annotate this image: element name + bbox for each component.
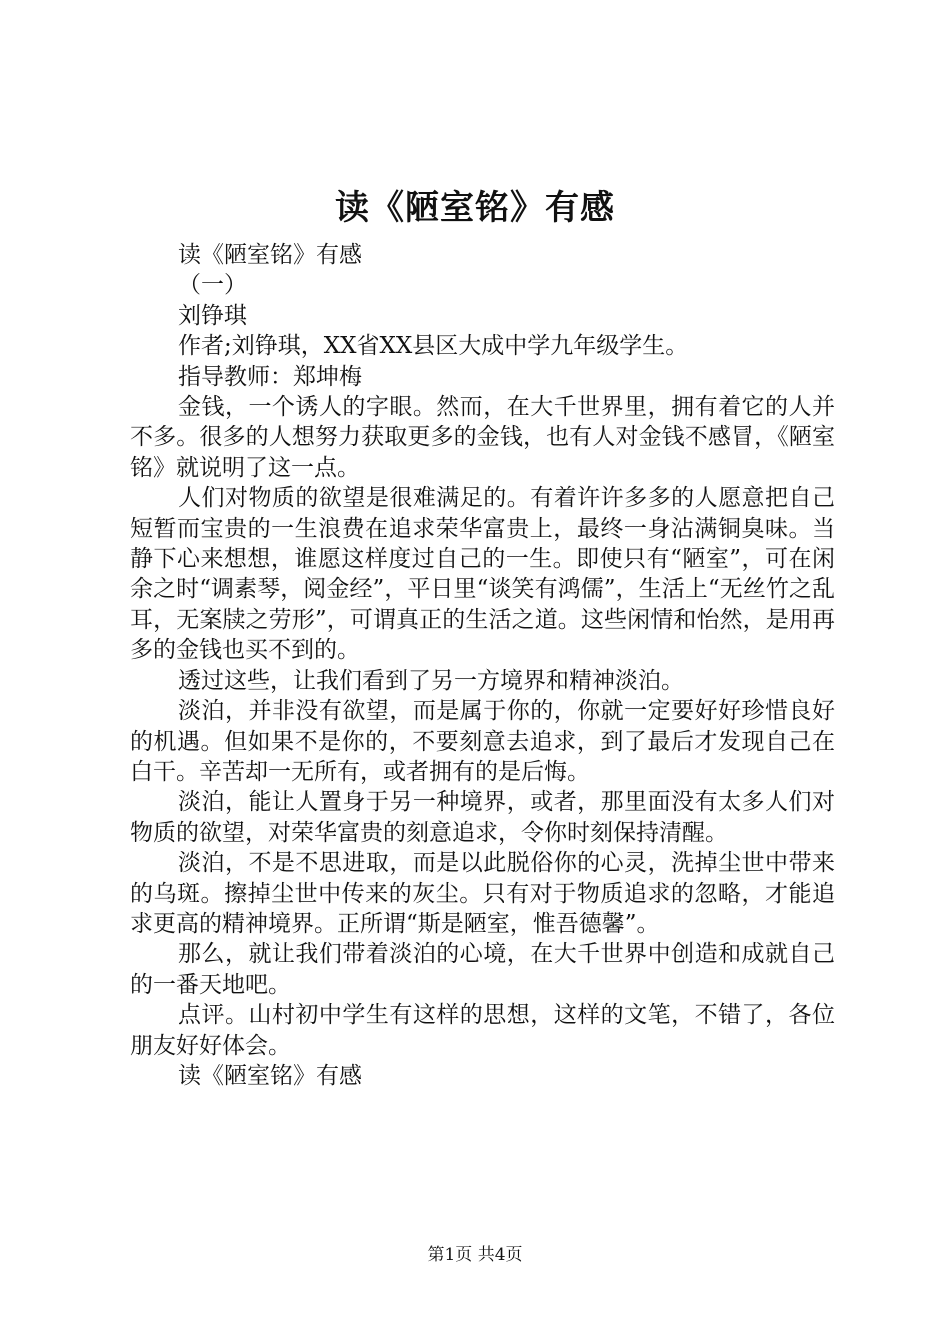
paragraph: 人们对物质的欲望是很难满足的。有着许许多多的人愿意把自己短暂而宝贵的一生浪费在追求荣华富贵上，最终一身沾满铜臭味。当静下心来想想，谁愿这样度过自己的一生。即使只有“陋室”，可在闲余之时“调素琴，阅金经”，平日里“谈笑有鸿儒”，生活上“无丝竹之乱耳，无案牍之劳形”，可谓真正的生活之道。这些闲情和怡然，是用再多的金钱也买不到的。 xyxy=(130,485,835,664)
paragraph-author-info: 作者;刘铮琪，XX省XX县区大成中学九年级学生。 xyxy=(178,333,689,360)
paragraph: 金钱，一个诱人的字眼。然而，在大千世界里，拥有着它的人并不多。很多的人想努力获取更多的金钱，也有人对金钱不感冒，《陋室铭》就说明了这一点。 xyxy=(130,394,835,481)
paragraph-teacher: 指导教师：郑坤梅 xyxy=(178,363,362,390)
paragraph-author-name: 刘铮琪 xyxy=(178,302,247,329)
paragraph: 淡泊，能让人置身于另一种境界，或者，那里面没有太多人们对物质的欲望，对荣华富贵的刻意追求，令你时刻保持清醒。 xyxy=(130,789,835,846)
paragraph: 那么，就让我们带着淡泊的心境，在大千世界中创造和成就自己的一番天地吧。 xyxy=(130,941,835,998)
paragraph: 淡泊，并非没有欲望，而是属于你的，你就一定要好好珍惜良好的机遇。但如果不是你的，不要刻意去追求，到了最后才发现自己在白干。辛苦却一无所有，或者拥有的是后悔。 xyxy=(130,698,835,785)
paragraph-comment: 点评。山村初中学生有这样的思想，这样的文笔，不错了，各位朋友好好体会。 xyxy=(130,1002,835,1059)
paragraph-section-number: （一） xyxy=(178,272,247,299)
page-footer: 第1页 共4页 xyxy=(427,1245,523,1265)
document-body xyxy=(130,240,835,1091)
paragraph: 透过这些，让我们看到了另一方境界和精神淡泊。 xyxy=(178,667,684,694)
paragraph: 淡泊，不是不思进取，而是以此脱俗你的心灵，洗掉尘世中带来的乌斑。擦掉尘世中传来的灰尘。只有对于物质追求的忽略，才能追求更高的精神境界。正所谓“斯是陋室，惟吾德馨”。 xyxy=(130,850,835,937)
document-title: 读《陋室铭》有感 xyxy=(335,188,615,228)
paragraph-next-heading: 读《陋室铭》有感 xyxy=(178,1062,362,1089)
paragraph-subtitle: 读《陋室铭》有感 xyxy=(178,242,362,268)
